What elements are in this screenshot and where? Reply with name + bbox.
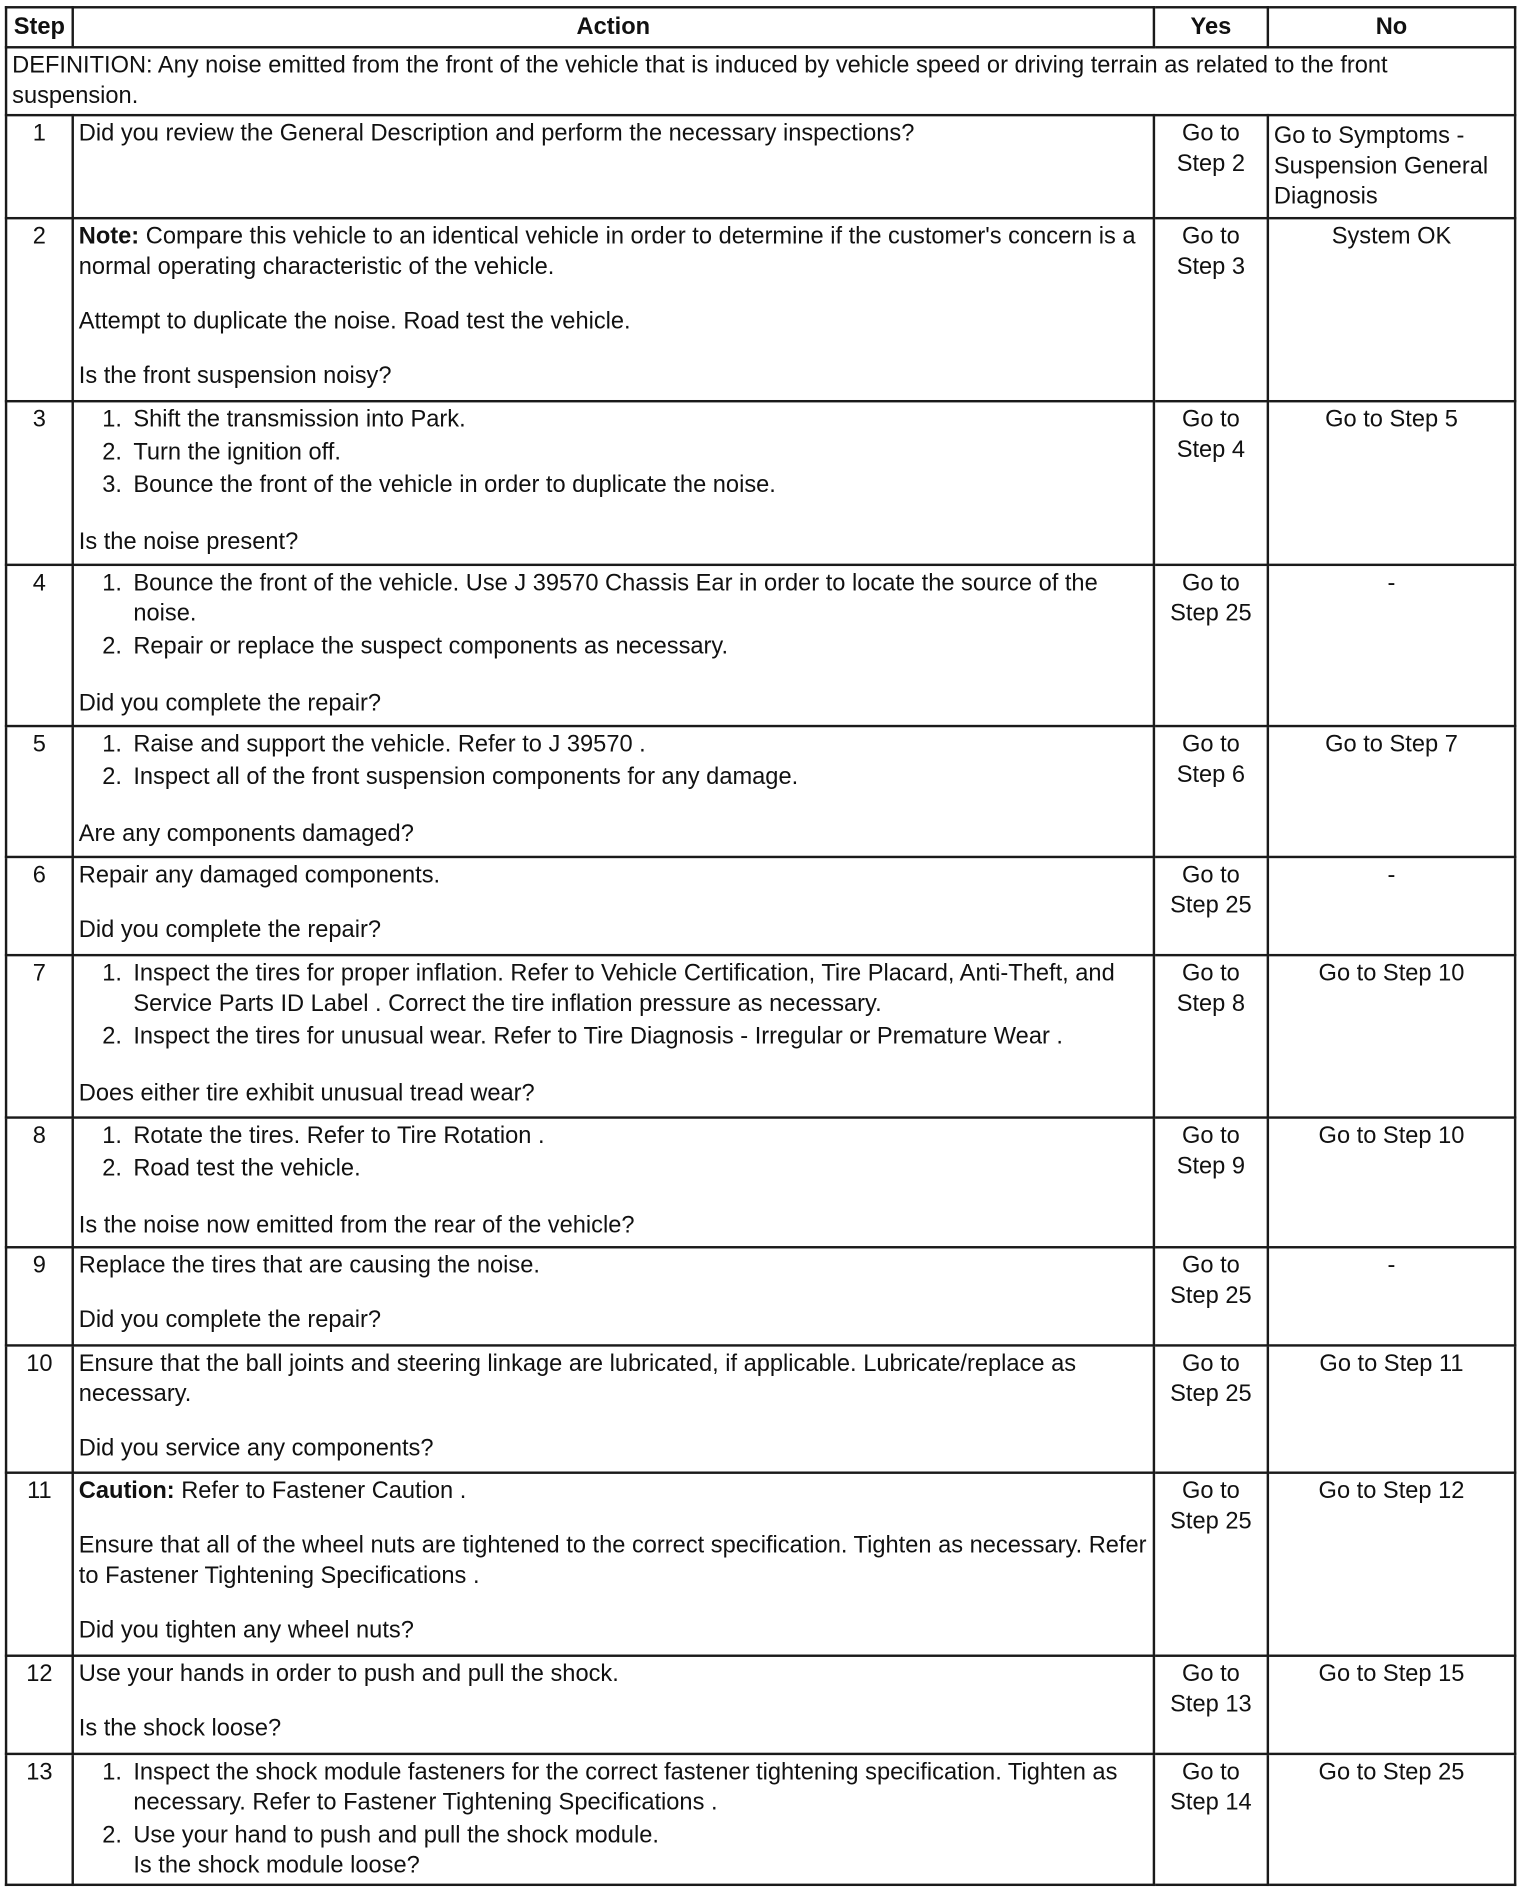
table-row: [6, 857, 1515, 955]
step-number: 7: [6, 955, 73, 1117]
list-item: [128, 1821, 1147, 1882]
yes-cell: Go to Step 25: [1154, 565, 1268, 726]
note-label: Note:: [78, 223, 140, 250]
action-question: Did you tighten any wheel nuts?: [78, 1616, 414, 1644]
list-item: 2. Turn the ignition off.: [128, 438, 1147, 468]
action-text: Ensure that the ball joints and steering linkage are lubricated, if applicable. Lubricate/replace as necessary.: [78, 1350, 1077, 1408]
header-row: [6, 7, 1515, 47]
header-yes: Yes: [1154, 7, 1268, 47]
step-number: 4: [6, 565, 73, 726]
action-question: Did you review the General Description and perform the necessary inspections?: [78, 119, 915, 147]
no-cell: -: [1268, 857, 1515, 955]
action-cell: [73, 1754, 1154, 1885]
action-text: Repair any damaged components.: [78, 861, 441, 889]
yes-cell: Go to Step 25: [1154, 1345, 1268, 1472]
yes-cell: Go to Step 6: [1154, 726, 1268, 857]
action-cell: [73, 115, 1154, 218]
caution-text: Refer to Fastener Caution .: [174, 1477, 467, 1505]
caution-paragraph: [79, 1476, 1148, 1506]
table-row: [6, 726, 1515, 857]
table-row: [6, 1247, 1515, 1345]
yes-cell: Go to Step 25: [1154, 1247, 1268, 1345]
no-cell: Go to Symptoms - Suspension General Diagnosis: [1268, 115, 1515, 218]
action-question: Did you service any components?: [78, 1435, 434, 1462]
step-number: 9: [6, 1247, 73, 1345]
table-row: [6, 955, 1515, 1117]
yes-cell: Go to Step 13: [1154, 1656, 1268, 1754]
definition-text: DEFINITION: Any noise emitted from the front of the vehicle that is induced by vehicle speed or driving terrain as related to the front suspension.: [6, 47, 1515, 115]
header-no: No: [1268, 7, 1515, 47]
action-text: Replace the tires that are causing the noise.: [78, 1252, 540, 1279]
action-cell: [73, 955, 1154, 1117]
list-item-text: Use your hand to push and pull the shock module.: [133, 1821, 659, 1849]
action-cell: [73, 1247, 1154, 1345]
action-question: Is the front suspension noisy?: [78, 362, 392, 390]
list-item: 1. Bounce the front of the vehicle. Use J 39570 Chassis Ear in order to locate the source of the noise.: [128, 568, 1147, 629]
no-cell: -: [1268, 1247, 1515, 1345]
action-question: Did you complete the repair?: [78, 689, 381, 717]
list-item: 2. Repair or replace the suspect components as necessary.: [128, 632, 1147, 662]
action-question: Did you complete the repair?: [78, 916, 381, 944]
action-question: Is the noise now emitted from the rear of the vehicle?: [78, 1212, 635, 1239]
action-text: Attempt to duplicate the noise. Road test the vehicle.: [78, 307, 631, 335]
list-item: 1. Raise and support the vehicle. Refer to J 39570 .: [128, 730, 1147, 760]
action-cell: [73, 565, 1154, 726]
step-number: 11: [6, 1473, 73, 1656]
action-cell: [73, 1118, 1154, 1248]
action-cell: [73, 401, 1154, 565]
list-item: 2. Road test the vehicle.: [128, 1154, 1147, 1184]
table-row: [6, 1118, 1515, 1248]
action-cell: [73, 1656, 1154, 1754]
no-cell: Go to Step 10: [1268, 955, 1515, 1117]
no-cell: Go to Step 11: [1268, 1345, 1515, 1472]
note-text: Compare this vehicle to an identical vehicle in order to determine if the customer's concern is a normal operating characteristic of the vehicle.: [78, 223, 1136, 280]
action-list: [79, 1121, 1148, 1184]
step-number: 3: [6, 401, 73, 565]
list-item: 3. Bounce the front of the vehicle in order to duplicate the noise.: [128, 470, 1147, 500]
no-cell: Go to Step 7: [1268, 726, 1515, 857]
action-cell: [73, 218, 1154, 401]
step-number: 8: [6, 1118, 73, 1248]
yes-cell: Go to Step 14: [1154, 1754, 1268, 1885]
table-row: [6, 1656, 1515, 1754]
step-number: 10: [6, 1345, 73, 1472]
action-list: [79, 959, 1148, 1052]
yes-cell: Go to Step 2: [1154, 115, 1268, 218]
action-question: Is the shock loose?: [78, 1715, 282, 1742]
table-row: [6, 401, 1515, 565]
step-number: 13: [6, 1754, 73, 1885]
step-number: 2: [6, 218, 73, 401]
action-text: Ensure that all of the wheel nuts are tightened to the correct specification. Tighten as necessary. Refer to Fastener Tightening Specifications .: [78, 1532, 1147, 1590]
no-cell: Go to Step 5: [1268, 401, 1515, 565]
action-cell: [73, 857, 1154, 955]
action-cell: [73, 1345, 1154, 1472]
table-row: [6, 115, 1515, 218]
no-cell: Go to Step 12: [1268, 1473, 1515, 1656]
action-question: Does either tire exhibit unusual tread wear?: [78, 1079, 535, 1107]
yes-cell: Go to Step 8: [1154, 955, 1268, 1117]
list-item: 1. Inspect the tires for proper inflation. Refer to Vehicle Certification, Tire Placard, Anti-Theft, and Service Parts ID Label . Correct the tire inflation pressure as necessary.: [128, 959, 1147, 1020]
yes-cell: Go to Step 3: [1154, 218, 1268, 401]
table-row: [6, 1473, 1515, 1656]
table-row: [6, 1754, 1515, 1885]
no-cell: -: [1268, 565, 1515, 726]
no-cell: Go to Step 25: [1268, 1754, 1515, 1885]
action-list: [79, 405, 1148, 501]
step-number: 5: [6, 726, 73, 857]
caution-label: Caution:: [78, 1477, 175, 1505]
list-item: 2. Inspect the tires for unusual wear. Refer to Tire Diagnosis - Irregular or Premature Wear .: [128, 1022, 1147, 1052]
yes-cell: Go to Step 4: [1154, 401, 1268, 565]
action-list: [79, 1758, 1148, 1882]
list-item: 1. Inspect the shock module fasteners for the correct fastener tightening specification. Tighten as necessary. Refer to Fastener Tightening Specifications .: [128, 1758, 1147, 1819]
action-list: [79, 568, 1148, 661]
list-item: 2. Inspect all of the front suspension components for any damage.: [128, 762, 1147, 792]
header-step: Step: [6, 7, 73, 47]
step-number: 1: [6, 115, 73, 218]
step-number: 12: [6, 1656, 73, 1754]
step-number: 6: [6, 857, 73, 955]
no-cell: Go to Step 10: [1268, 1118, 1515, 1248]
action-question: Did you complete the repair?: [78, 1306, 381, 1334]
yes-cell: Go to Step 25: [1154, 857, 1268, 955]
action-question: Are any components damaged?: [78, 820, 414, 848]
action-question: Is the noise present?: [78, 528, 299, 556]
table-row: [6, 1345, 1515, 1472]
action-cell: [73, 1473, 1154, 1656]
definition-row: [6, 47, 1515, 115]
action-text: Use your hands in order to push and pull the shock.: [78, 1660, 619, 1688]
yes-cell: Go to Step 25: [1154, 1473, 1268, 1656]
header-action: Action: [73, 7, 1154, 47]
action-cell: [73, 726, 1154, 857]
no-cell: System OK: [1268, 218, 1515, 401]
table-row: [6, 565, 1515, 726]
action-list: [79, 730, 1148, 793]
list-item: 1. Shift the transmission into Park.: [128, 405, 1147, 435]
diagnostic-table: [5, 6, 1516, 1886]
table-row: [6, 218, 1515, 401]
yes-cell: Go to Step 9: [1154, 1118, 1268, 1248]
list-item: 1. Rotate the tires. Refer to Tire Rotation .: [128, 1121, 1147, 1151]
action-question: Is the shock module loose?: [133, 1852, 420, 1879]
no-cell: Go to Step 15: [1268, 1656, 1515, 1754]
note-paragraph: [79, 222, 1148, 283]
